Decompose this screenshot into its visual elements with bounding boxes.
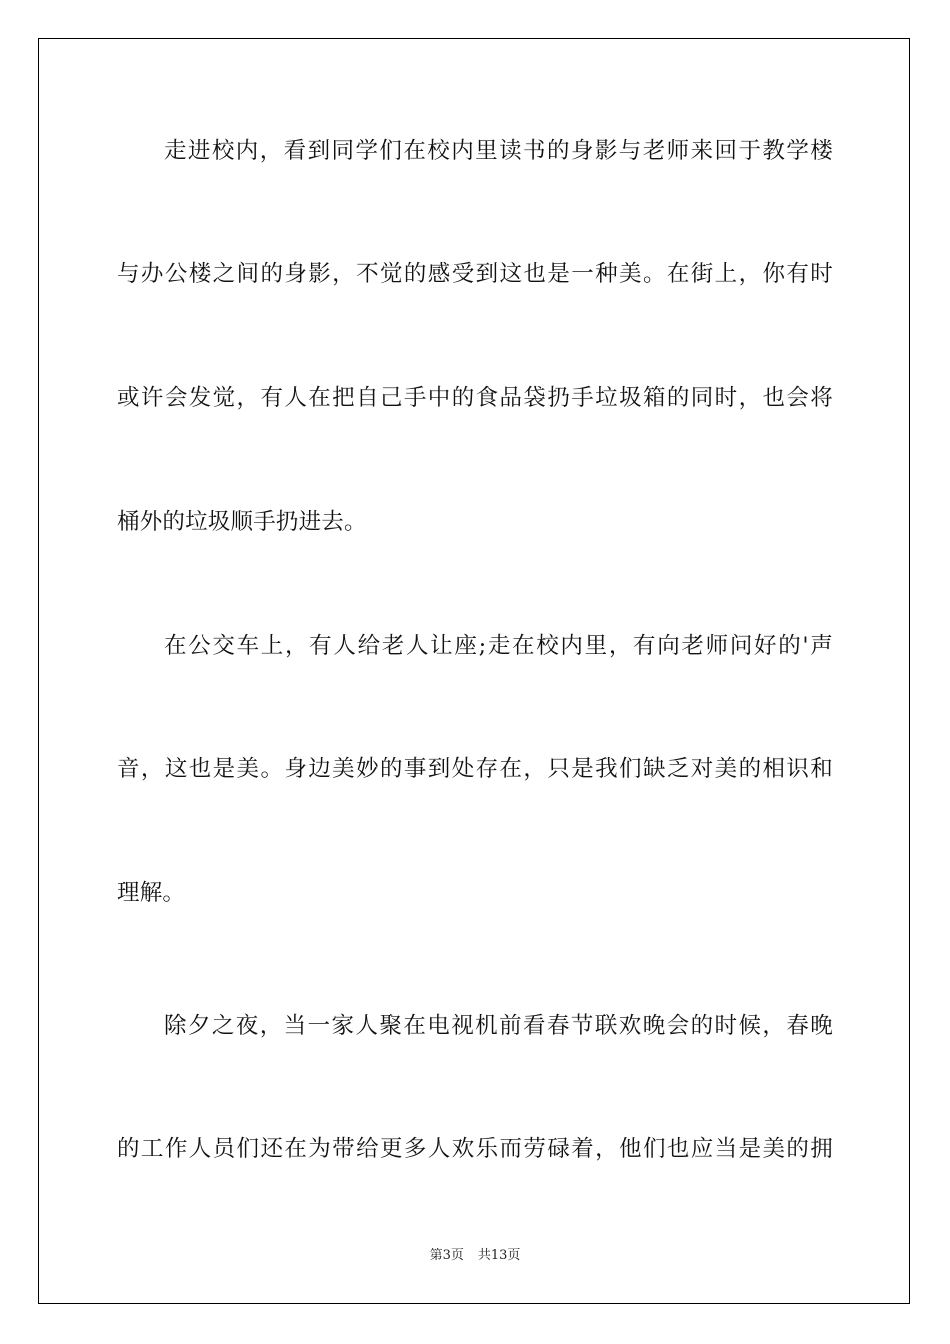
paragraph-3-line-1: 除夕之夜，当一家人聚在电视机前看春节联欢晚会的时候，春晚 (164, 1013, 833, 1039)
paragraph-1-line-3: 或许会发觉，有人在把自己手中的食品袋扔手垃圾箱的同时，也会将 (117, 385, 833, 411)
total-pages: 共13页 (477, 1248, 521, 1263)
page-footer (0, 1247, 950, 1265)
page-frame (38, 38, 910, 1304)
paragraph-1-line-2: 与办公楼之间的身影，不觉的感受到这也是一种美。在街上，你有时 (117, 261, 833, 287)
paragraph-2-line-2: 音，这也是美。身边美妙的事到处存在，只是我们缺乏对美的相识和 (117, 756, 833, 782)
paragraph-1-line-1: 走进校内，看到同学们在校内里读书的身影与老师来回于教学楼 (164, 138, 833, 164)
paragraph-2-line-1: 在公交车上，有人给老人让座;走在校内里，有向老师问好的'声 (164, 633, 833, 659)
paragraph-1-line-4: 桶外的垃圾顺手扔进去。 (117, 509, 367, 535)
page-number: 第3页 (429, 1248, 464, 1263)
paragraph-3-line-2: 的工作人员们还在为带给更多人欢乐而劳碌着，他们也应当是美的拥 (117, 1136, 833, 1162)
paragraph-2-line-3: 理解。 (117, 880, 186, 906)
